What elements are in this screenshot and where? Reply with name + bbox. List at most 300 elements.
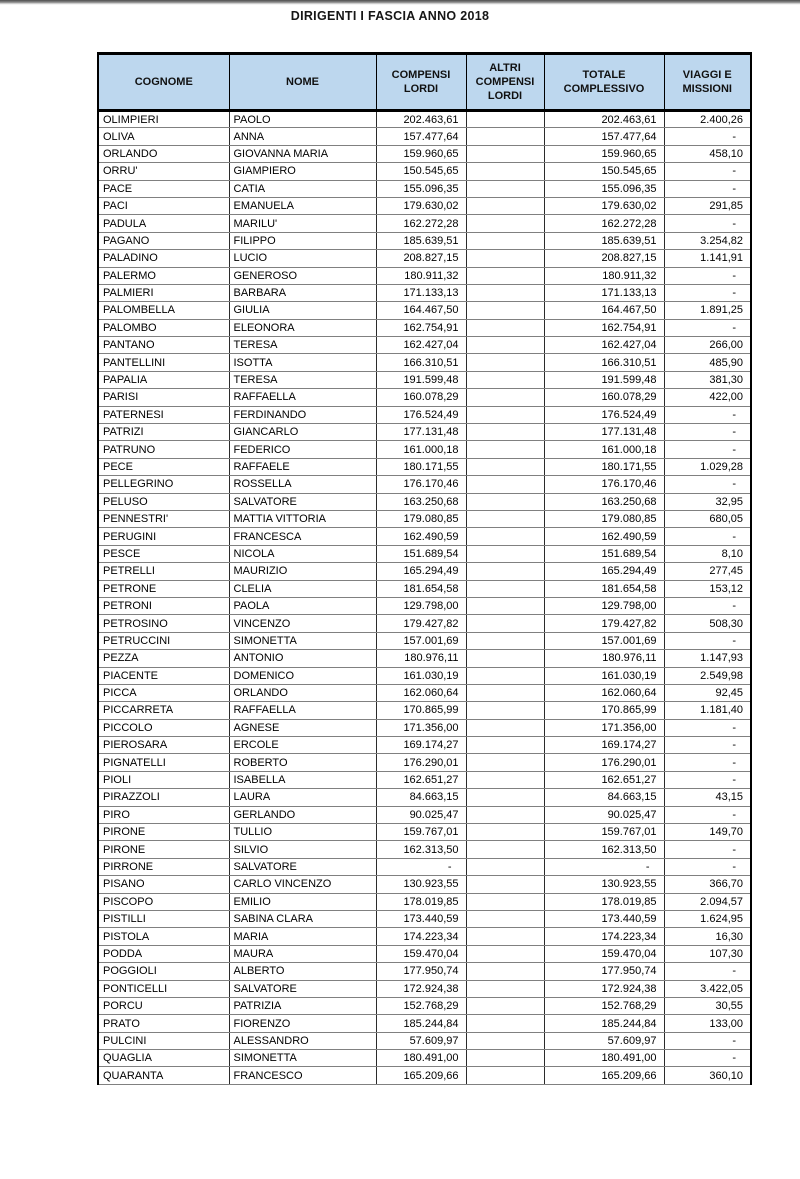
cell-viaggi-e-missioni: 422,00 (664, 389, 751, 406)
cell-altri-compensi-lordi (466, 215, 544, 232)
cell-cognome: PIRRONE (98, 858, 229, 875)
table-body (98, 111, 751, 1085)
cell-compensi-lordi: 185.244,84 (376, 1015, 466, 1032)
table-row (98, 945, 751, 962)
cell-compensi-lordi: 176.524,49 (376, 406, 466, 423)
cell-cognome: PIACENTE (98, 667, 229, 684)
table-row (98, 319, 751, 336)
cell-altri-compensi-lordi (466, 597, 544, 614)
table-row (98, 111, 751, 128)
cell-compensi-lordi: 180.976,11 (376, 650, 466, 667)
cell-totale-complessivo: 130.923,55 (544, 876, 664, 893)
table-row (98, 963, 751, 980)
cell-compensi-lordi: 173.440,59 (376, 910, 466, 927)
cell-cognome: PETRELLI (98, 563, 229, 580)
cell-totale-complessivo: 84.663,15 (544, 789, 664, 806)
cell-nome: CLELIA (229, 580, 376, 597)
cell-nome: LUCIO (229, 250, 376, 267)
cell-totale-complessivo: 162.060,64 (544, 684, 664, 701)
cell-compensi-lordi: 166.310,51 (376, 354, 466, 371)
cell-viaggi-e-missioni: 133,00 (664, 1015, 751, 1032)
cell-nome: CATIA (229, 180, 376, 197)
cell-nome: DOMENICO (229, 667, 376, 684)
cell-cognome: PIRO (98, 806, 229, 823)
table-row (98, 458, 751, 475)
cell-nome: SALVATORE (229, 980, 376, 997)
cell-nome: ORLANDO (229, 684, 376, 701)
cell-nome: GIOVANNA MARIA (229, 145, 376, 162)
cell-compensi-lordi: 174.223,34 (376, 928, 466, 945)
table-row (98, 284, 751, 301)
cell-altri-compensi-lordi (466, 111, 544, 128)
cell-compensi-lordi: 164.467,50 (376, 302, 466, 319)
table-row (98, 702, 751, 719)
cell-nome: SABINA CLARA (229, 910, 376, 927)
cell-viaggi-e-missioni: - (664, 215, 751, 232)
table-row (98, 858, 751, 875)
cell-altri-compensi-lordi (466, 371, 544, 388)
cell-compensi-lordi: 157.477,64 (376, 128, 466, 145)
cell-cognome: PACI (98, 197, 229, 214)
cell-totale-complessivo: 169.174,27 (544, 737, 664, 754)
cell-totale-complessivo: 159.960,65 (544, 145, 664, 162)
cell-nome: FRANCESCA (229, 528, 376, 545)
cell-altri-compensi-lordi (466, 893, 544, 910)
cell-viaggi-e-missioni: - (664, 754, 751, 771)
cell-nome: ISABELLA (229, 771, 376, 788)
cell-viaggi-e-missioni: 508,30 (664, 615, 751, 632)
cell-compensi-lordi: 169.174,27 (376, 737, 466, 754)
cell-altri-compensi-lordi (466, 632, 544, 649)
cell-compensi-lordi: 172.924,38 (376, 980, 466, 997)
cell-cognome: PALADINO (98, 250, 229, 267)
cell-viaggi-e-missioni: - (664, 632, 751, 649)
cell-compensi-lordi: 159.470,04 (376, 945, 466, 962)
cell-altri-compensi-lordi (466, 232, 544, 249)
cell-compensi-lordi: 165.209,66 (376, 1067, 466, 1084)
cell-altri-compensi-lordi (466, 510, 544, 527)
cell-compensi-lordi: 162.427,04 (376, 337, 466, 354)
cell-altri-compensi-lordi (466, 997, 544, 1014)
table-row (98, 1032, 751, 1049)
cell-altri-compensi-lordi (466, 876, 544, 893)
column-header-altri-compensi-lordi: ALTRI COMPENSI LORDI (466, 54, 544, 111)
cell-cognome: PICCOLO (98, 719, 229, 736)
column-header-compensi-lordi: COMPENSI LORDI (376, 54, 466, 111)
table-row (98, 806, 751, 823)
cell-viaggi-e-missioni: 291,85 (664, 197, 751, 214)
cell-totale-complessivo: 129.798,00 (544, 597, 664, 614)
cell-nome: PAOLO (229, 111, 376, 128)
cell-cognome: PALOMBO (98, 319, 229, 336)
cell-totale-complessivo: 176.170,46 (544, 476, 664, 493)
cell-viaggi-e-missioni: 153,12 (664, 580, 751, 597)
table-row (98, 650, 751, 667)
cell-compensi-lordi: 171.356,00 (376, 719, 466, 736)
table-row (98, 771, 751, 788)
table-row (98, 197, 751, 214)
cell-totale-complessivo: 176.290,01 (544, 754, 664, 771)
cell-totale-complessivo: 173.440,59 (544, 910, 664, 927)
cell-viaggi-e-missioni: 30,55 (664, 997, 751, 1014)
table-row (98, 163, 751, 180)
cell-cognome: PISANO (98, 876, 229, 893)
table-row (98, 876, 751, 893)
cell-cognome: PIEROSARA (98, 737, 229, 754)
cell-nome: GERLANDO (229, 806, 376, 823)
cell-altri-compensi-lordi (466, 719, 544, 736)
table-row (98, 632, 751, 649)
cell-altri-compensi-lordi (466, 702, 544, 719)
cell-viaggi-e-missioni: - (664, 319, 751, 336)
cell-altri-compensi-lordi (466, 302, 544, 319)
cell-cognome: PICCARRETA (98, 702, 229, 719)
table-row (98, 424, 751, 441)
cell-nome: PATRIZIA (229, 997, 376, 1014)
cell-compensi-lordi: 178.019,85 (376, 893, 466, 910)
compensation-table (97, 52, 752, 1085)
cell-viaggi-e-missioni: - (664, 406, 751, 423)
cell-altri-compensi-lordi (466, 1032, 544, 1049)
cell-totale-complessivo: 180.491,00 (544, 1050, 664, 1067)
table-row (98, 476, 751, 493)
cell-altri-compensi-lordi (466, 267, 544, 284)
cell-compensi-lordi: 161.000,18 (376, 441, 466, 458)
cell-altri-compensi-lordi (466, 667, 544, 684)
cell-altri-compensi-lordi (466, 858, 544, 875)
cell-nome: SALVATORE (229, 858, 376, 875)
cell-nome: ISOTTA (229, 354, 376, 371)
cell-cognome: PATRUNO (98, 441, 229, 458)
cell-compensi-lordi: 129.798,00 (376, 597, 466, 614)
cell-nome: ANNA (229, 128, 376, 145)
cell-cognome: PIOLI (98, 771, 229, 788)
cell-nome: MATTIA VITTORIA (229, 510, 376, 527)
cell-totale-complessivo: 170.865,99 (544, 702, 664, 719)
cell-nome: SIMONETTA (229, 632, 376, 649)
cell-cognome: ORRU' (98, 163, 229, 180)
cell-viaggi-e-missioni: 458,10 (664, 145, 751, 162)
cell-viaggi-e-missioni: - (664, 180, 751, 197)
cell-viaggi-e-missioni: 1.181,40 (664, 702, 751, 719)
cell-compensi-lordi: 179.427,82 (376, 615, 466, 632)
cell-cognome: PAGANO (98, 232, 229, 249)
cell-altri-compensi-lordi (466, 250, 544, 267)
cell-nome: ALBERTO (229, 963, 376, 980)
cell-compensi-lordi: 84.663,15 (376, 789, 466, 806)
cell-altri-compensi-lordi (466, 910, 544, 927)
cell-altri-compensi-lordi (466, 684, 544, 701)
cell-totale-complessivo: 179.630,02 (544, 197, 664, 214)
cell-altri-compensi-lordi (466, 284, 544, 301)
cell-totale-complessivo: 180.911,32 (544, 267, 664, 284)
cell-totale-complessivo: 176.524,49 (544, 406, 664, 423)
cell-altri-compensi-lordi (466, 789, 544, 806)
cell-cognome: QUAGLIA (98, 1050, 229, 1067)
cell-cognome: PENNESTRI' (98, 510, 229, 527)
cell-altri-compensi-lordi (466, 824, 544, 841)
cell-nome: ROSSELLA (229, 476, 376, 493)
cell-viaggi-e-missioni: 149,70 (664, 824, 751, 841)
cell-nome: ALESSANDRO (229, 1032, 376, 1049)
table-row (98, 789, 751, 806)
cell-nome: ROBERTO (229, 754, 376, 771)
cell-totale-complessivo: 162.754,91 (544, 319, 664, 336)
cell-totale-complessivo: 162.490,59 (544, 528, 664, 545)
cell-compensi-lordi: 170.865,99 (376, 702, 466, 719)
cell-totale-complessivo: 172.924,38 (544, 980, 664, 997)
cell-nome: MARILU' (229, 215, 376, 232)
cell-compensi-lordi: 150.545,65 (376, 163, 466, 180)
cell-compensi-lordi: 160.078,29 (376, 389, 466, 406)
cell-altri-compensi-lordi (466, 1015, 544, 1032)
cell-altri-compensi-lordi (466, 615, 544, 632)
cell-altri-compensi-lordi (466, 441, 544, 458)
cell-totale-complessivo: - (544, 858, 664, 875)
cell-totale-complessivo: 90.025,47 (544, 806, 664, 823)
cell-altri-compensi-lordi (466, 197, 544, 214)
cell-totale-complessivo: 57.609,97 (544, 1032, 664, 1049)
cell-totale-complessivo: 152.768,29 (544, 997, 664, 1014)
cell-altri-compensi-lordi (466, 580, 544, 597)
cell-altri-compensi-lordi (466, 737, 544, 754)
cell-cognome: PIRAZZOLI (98, 789, 229, 806)
cell-nome: AGNESE (229, 719, 376, 736)
cell-totale-complessivo: 155.096,35 (544, 180, 664, 197)
cell-nome: FIORENZO (229, 1015, 376, 1032)
cell-compensi-lordi: 155.096,35 (376, 180, 466, 197)
cell-viaggi-e-missioni: - (664, 719, 751, 736)
cell-cognome: PALERMO (98, 267, 229, 284)
cell-totale-complessivo: 162.651,27 (544, 771, 664, 788)
cell-totale-complessivo: 180.976,11 (544, 650, 664, 667)
table-row (98, 667, 751, 684)
cell-cognome: PETRONE (98, 580, 229, 597)
cell-compensi-lordi: 151.689,54 (376, 545, 466, 562)
cell-compensi-lordi: 161.030,19 (376, 667, 466, 684)
cell-altri-compensi-lordi (466, 163, 544, 180)
cell-totale-complessivo: 164.467,50 (544, 302, 664, 319)
cell-nome: GIANCARLO (229, 424, 376, 441)
cell-altri-compensi-lordi (466, 841, 544, 858)
cell-cognome: PALMIERI (98, 284, 229, 301)
cell-totale-complessivo: 208.827,15 (544, 250, 664, 267)
cell-viaggi-e-missioni: 680,05 (664, 510, 751, 527)
cell-altri-compensi-lordi (466, 145, 544, 162)
cell-viaggi-e-missioni: - (664, 806, 751, 823)
cell-totale-complessivo: 202.463,61 (544, 111, 664, 128)
cell-cognome: PICCA (98, 684, 229, 701)
cell-nome: RAFFAELLA (229, 702, 376, 719)
table-row (98, 980, 751, 997)
cell-viaggi-e-missioni: 485,90 (664, 354, 751, 371)
cell-altri-compensi-lordi (466, 389, 544, 406)
cell-cognome: PIGNATELLI (98, 754, 229, 771)
cell-nome: MAURA (229, 945, 376, 962)
cell-totale-complessivo: 171.356,00 (544, 719, 664, 736)
cell-compensi-lordi: 162.490,59 (376, 528, 466, 545)
cell-compensi-lordi: 159.960,65 (376, 145, 466, 162)
cell-cognome: PONTICELLI (98, 980, 229, 997)
cell-cognome: PEZZA (98, 650, 229, 667)
cell-cognome: PERUGINI (98, 528, 229, 545)
cell-altri-compensi-lordi (466, 1050, 544, 1067)
cell-totale-complessivo: 150.545,65 (544, 163, 664, 180)
cell-totale-complessivo: 178.019,85 (544, 893, 664, 910)
cell-viaggi-e-missioni: 1.141,91 (664, 250, 751, 267)
cell-cognome: PARISI (98, 389, 229, 406)
cell-totale-complessivo: 159.767,01 (544, 824, 664, 841)
cell-totale-complessivo: 160.078,29 (544, 389, 664, 406)
cell-cognome: PALOMBELLA (98, 302, 229, 319)
cell-viaggi-e-missioni: 107,30 (664, 945, 751, 962)
cell-compensi-lordi: 152.768,29 (376, 997, 466, 1014)
table-row (98, 493, 751, 510)
cell-nome: ANTONIO (229, 650, 376, 667)
cell-viaggi-e-missioni: - (664, 441, 751, 458)
cell-compensi-lordi: 159.767,01 (376, 824, 466, 841)
table-header-row (98, 54, 751, 111)
cell-compensi-lordi: 179.630,02 (376, 197, 466, 214)
cell-altri-compensi-lordi (466, 354, 544, 371)
cell-nome: NICOLA (229, 545, 376, 562)
cell-totale-complessivo: 191.599,48 (544, 371, 664, 388)
table-row (98, 1050, 751, 1067)
cell-viaggi-e-missioni: 360,10 (664, 1067, 751, 1084)
cell-nome: FERDINANDO (229, 406, 376, 423)
cell-totale-complessivo: 161.000,18 (544, 441, 664, 458)
column-header-cognome: COGNOME (98, 54, 229, 111)
table-row (98, 302, 751, 319)
cell-viaggi-e-missioni: 3.422,05 (664, 980, 751, 997)
cell-nome: CARLO VINCENZO (229, 876, 376, 893)
cell-totale-complessivo: 165.294,49 (544, 563, 664, 580)
cell-compensi-lordi: 130.923,55 (376, 876, 466, 893)
cell-totale-complessivo: 179.080,85 (544, 510, 664, 527)
cell-totale-complessivo: 161.030,19 (544, 667, 664, 684)
cell-altri-compensi-lordi (466, 1067, 544, 1084)
cell-viaggi-e-missioni: 2.549,98 (664, 667, 751, 684)
table-row (98, 545, 751, 562)
cell-altri-compensi-lordi (466, 545, 544, 562)
cell-altri-compensi-lordi (466, 476, 544, 493)
cell-compensi-lordi: 165.294,49 (376, 563, 466, 580)
cell-nome: SIMONETTA (229, 1050, 376, 1067)
cell-cognome: OLIMPIERI (98, 111, 229, 128)
cell-viaggi-e-missioni: - (664, 771, 751, 788)
column-header-nome: NOME (229, 54, 376, 111)
table-row (98, 354, 751, 371)
cell-nome: PAOLA (229, 597, 376, 614)
cell-compensi-lordi: 90.025,47 (376, 806, 466, 823)
cell-compensi-lordi: 208.827,15 (376, 250, 466, 267)
cell-cognome: PISCOPO (98, 893, 229, 910)
cell-compensi-lordi: 177.950,74 (376, 963, 466, 980)
cell-viaggi-e-missioni: - (664, 163, 751, 180)
cell-compensi-lordi: 176.290,01 (376, 754, 466, 771)
table-row (98, 910, 751, 927)
cell-cognome: PANTANO (98, 337, 229, 354)
cell-compensi-lordi: 163.250,68 (376, 493, 466, 510)
table-row (98, 997, 751, 1014)
cell-compensi-lordi: - (376, 858, 466, 875)
cell-altri-compensi-lordi (466, 754, 544, 771)
cell-cognome: PISTOLA (98, 928, 229, 945)
cell-cognome: ORLANDO (98, 145, 229, 162)
cell-altri-compensi-lordi (466, 337, 544, 354)
cell-totale-complessivo: 177.131,48 (544, 424, 664, 441)
table-row (98, 180, 751, 197)
cell-nome: FILIPPO (229, 232, 376, 249)
cell-compensi-lordi: 162.272,28 (376, 215, 466, 232)
cell-viaggi-e-missioni: 16,30 (664, 928, 751, 945)
cell-totale-complessivo: 185.244,84 (544, 1015, 664, 1032)
cell-cognome: PATRIZI (98, 424, 229, 441)
table-row (98, 232, 751, 249)
cell-cognome: PAPALIA (98, 371, 229, 388)
cell-cognome: PETRONI (98, 597, 229, 614)
cell-viaggi-e-missioni: - (664, 267, 751, 284)
cell-viaggi-e-missioni: 2.400,26 (664, 111, 751, 128)
table-row (98, 684, 751, 701)
cell-nome: FRANCESCO (229, 1067, 376, 1084)
table-row (98, 1015, 751, 1032)
table-header (98, 54, 751, 111)
cell-cognome: PACE (98, 180, 229, 197)
table-row (98, 737, 751, 754)
cell-cognome: PECE (98, 458, 229, 475)
cell-viaggi-e-missioni: - (664, 424, 751, 441)
cell-compensi-lordi: 180.171,55 (376, 458, 466, 475)
cell-nome: ELEONORA (229, 319, 376, 336)
cell-compensi-lordi: 185.639,51 (376, 232, 466, 249)
cell-cognome: PRATO (98, 1015, 229, 1032)
table-row (98, 928, 751, 945)
cell-nome: RAFFAELLA (229, 389, 376, 406)
table-row (98, 267, 751, 284)
cell-viaggi-e-missioni: - (664, 528, 751, 545)
cell-viaggi-e-missioni: 1.029,28 (664, 458, 751, 475)
cell-compensi-lordi: 177.131,48 (376, 424, 466, 441)
cell-nome: EMILIO (229, 893, 376, 910)
cell-altri-compensi-lordi (466, 928, 544, 945)
cell-cognome: PESCE (98, 545, 229, 562)
table-row (98, 893, 751, 910)
cell-viaggi-e-missioni: - (664, 841, 751, 858)
cell-cognome: PIRONE (98, 824, 229, 841)
cell-altri-compensi-lordi (466, 980, 544, 997)
cell-nome: GENEROSO (229, 267, 376, 284)
cell-altri-compensi-lordi (466, 406, 544, 423)
cell-cognome: PATERNESI (98, 406, 229, 423)
cell-totale-complessivo: 171.133,13 (544, 284, 664, 301)
cell-totale-complessivo: 177.950,74 (544, 963, 664, 980)
table-row (98, 597, 751, 614)
cell-viaggi-e-missioni: - (664, 858, 751, 875)
cell-compensi-lordi: 191.599,48 (376, 371, 466, 388)
cell-compensi-lordi: 162.060,64 (376, 684, 466, 701)
table-row (98, 128, 751, 145)
cell-totale-complessivo: 180.171,55 (544, 458, 664, 475)
cell-nome: RAFFAELE (229, 458, 376, 475)
cell-cognome: PETRUCCINI (98, 632, 229, 649)
cell-compensi-lordi: 179.080,85 (376, 510, 466, 527)
cell-compensi-lordi: 180.911,32 (376, 267, 466, 284)
cell-nome: MARIA (229, 928, 376, 945)
cell-totale-complessivo: 165.209,66 (544, 1067, 664, 1084)
cell-totale-complessivo: 162.272,28 (544, 215, 664, 232)
table-row (98, 337, 751, 354)
